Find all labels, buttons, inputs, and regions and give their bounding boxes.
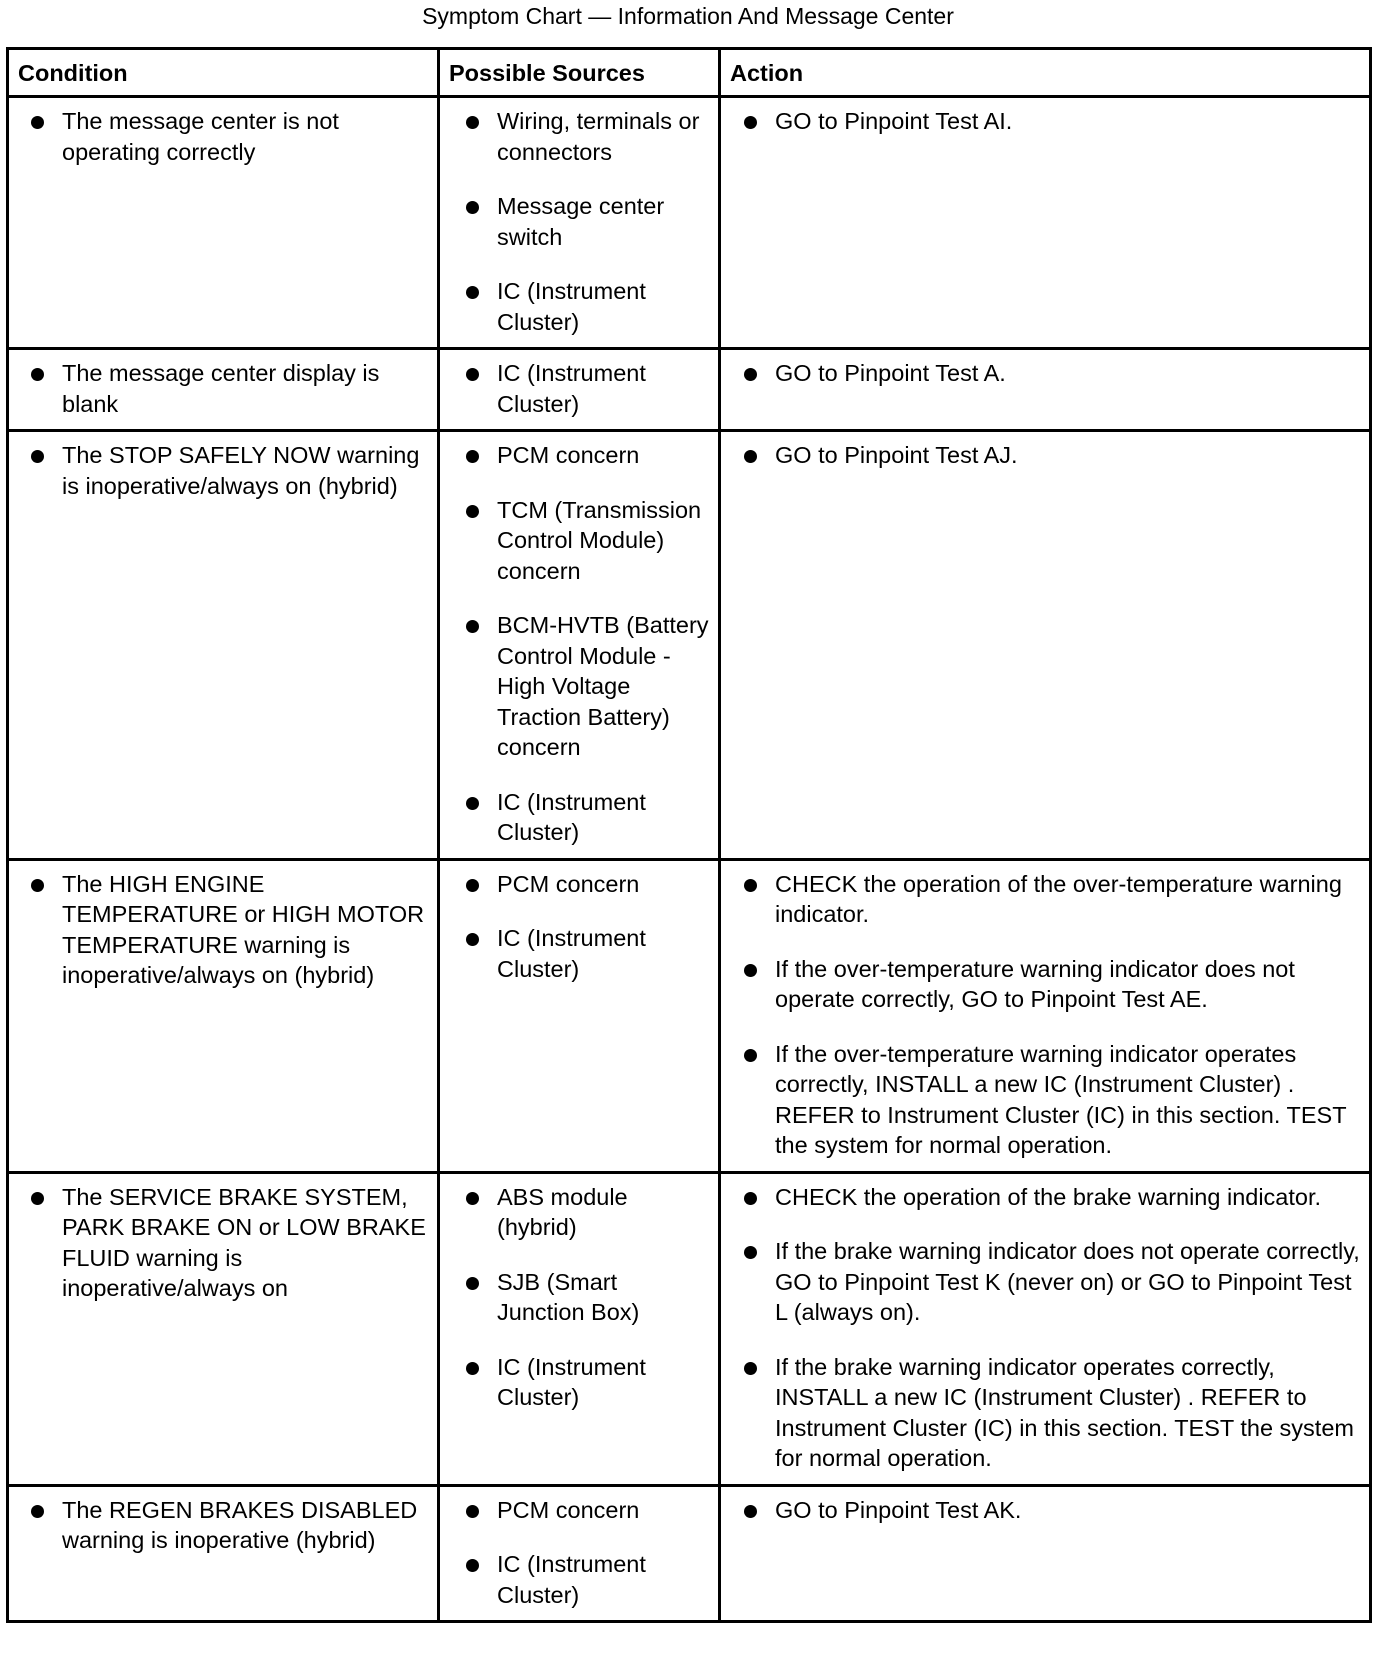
table-row	[8, 1485, 1371, 1622]
condition-cell	[8, 1485, 439, 1622]
source-item: IC (Instrument Cluster)	[464, 1549, 710, 1610]
header-condition: Condition	[8, 49, 439, 97]
action-cell	[720, 431, 1371, 860]
bullet-list	[29, 440, 429, 501]
bullet-list	[464, 106, 710, 337]
source-item: IC (Instrument Cluster)	[464, 276, 710, 337]
source-item: IC (Instrument Cluster)	[464, 923, 710, 984]
source-item: SJB (Smart Junction Box)	[464, 1267, 710, 1328]
bullet-list	[29, 1495, 429, 1556]
bullet-list	[742, 1182, 1361, 1474]
action-item: CHECK the operation of the over-temperature warning indicator.	[742, 869, 1361, 930]
condition-cell	[8, 97, 439, 349]
bullet-list	[464, 1495, 710, 1611]
action-item: If the brake warning indicator operates correctly, INSTALL a new IC (Instrument Cluster) . REFER to Instrument Cluster (IC) in this section. TEST the system for normal operation.	[742, 1352, 1361, 1474]
source-item: PCM concern	[464, 869, 710, 900]
action-item: GO to Pinpoint Test AJ.	[742, 440, 1361, 471]
symptom-chart-table	[6, 47, 1372, 1623]
action-cell	[720, 349, 1371, 431]
action-item: GO to Pinpoint Test AI.	[742, 106, 1361, 137]
action-item: If the over-temperature warning indicator operates correctly, INSTALL a new IC (Instrument Cluster) . REFER to Instrument Cluster (IC) in this section. TEST the system for normal operation.	[742, 1039, 1361, 1161]
condition-cell	[8, 349, 439, 431]
table-row	[8, 859, 1371, 1172]
bullet-list	[29, 869, 429, 991]
condition-text: The STOP SAFELY NOW warning is inoperative/always on (hybrid)	[29, 440, 429, 501]
action-cell	[720, 97, 1371, 349]
header-action: Action	[720, 49, 1371, 97]
possible-sources-cell	[439, 349, 720, 431]
action-cell	[720, 859, 1371, 1172]
bullet-list	[464, 869, 710, 985]
table-row	[8, 1172, 1371, 1485]
source-item: Message center switch	[464, 191, 710, 252]
action-cell	[720, 1485, 1371, 1622]
source-item: IC (Instrument Cluster)	[464, 1352, 710, 1413]
condition-text: The SERVICE BRAKE SYSTEM, PARK BRAKE ON or LOW BRAKE FLUID warning is inoperative/always on	[29, 1182, 429, 1304]
bullet-list	[742, 869, 1361, 1161]
condition-text: The REGEN BRAKES DISABLED warning is inoperative (hybrid)	[29, 1495, 429, 1556]
condition-cell	[8, 1172, 439, 1485]
condition-cell	[8, 431, 439, 860]
action-item: CHECK the operation of the brake warning indicator.	[742, 1182, 1361, 1213]
possible-sources-cell	[439, 97, 720, 349]
table-row	[8, 97, 1371, 349]
action-cell	[720, 1172, 1371, 1485]
condition-cell	[8, 859, 439, 1172]
table-row	[8, 349, 1371, 431]
source-item: IC (Instrument Cluster)	[464, 787, 710, 848]
source-item: IC (Instrument Cluster)	[464, 358, 710, 419]
bullet-list	[29, 358, 429, 419]
action-item: If the brake warning indicator does not operate correctly, GO to Pinpoint Test K (never on) or GO to Pinpoint Test L (always on).	[742, 1236, 1361, 1328]
bullet-list	[742, 440, 1361, 471]
possible-sources-cell	[439, 1172, 720, 1485]
bullet-list	[464, 1182, 710, 1413]
chart-title: Symptom Chart — Information And Message Center	[422, 3, 954, 29]
bullet-list	[29, 1182, 429, 1304]
source-item: Wiring, terminals or connectors	[464, 106, 710, 167]
source-item: ABS module (hybrid)	[464, 1182, 710, 1243]
bullet-list	[742, 358, 1361, 389]
possible-sources-cell	[439, 1485, 720, 1622]
condition-text: The message center display is blank	[29, 358, 429, 419]
table-row	[8, 431, 1371, 860]
action-item: GO to Pinpoint Test A.	[742, 358, 1361, 389]
header-possible-sources: Possible Sources	[439, 49, 720, 97]
source-item: BCM-HVTB (Battery Control Module - High Voltage Traction Battery) concern	[464, 610, 710, 763]
bullet-list	[464, 358, 710, 419]
header-row	[8, 49, 1371, 97]
bullet-list	[742, 1495, 1361, 1526]
source-item: PCM concern	[464, 440, 710, 471]
condition-text: The message center is not operating correctly	[29, 106, 429, 167]
table-body	[8, 97, 1371, 1622]
action-item: If the over-temperature warning indicator does not operate correctly, GO to Pinpoint Test AE.	[742, 954, 1361, 1015]
action-item: GO to Pinpoint Test AK.	[742, 1495, 1361, 1526]
possible-sources-cell	[439, 431, 720, 860]
possible-sources-cell	[439, 859, 720, 1172]
bullet-list	[464, 440, 710, 848]
bullet-list	[29, 106, 429, 167]
source-item: TCM (Transmission Control Module) concern	[464, 495, 710, 587]
bullet-list	[742, 106, 1361, 137]
source-item: PCM concern	[464, 1495, 710, 1526]
condition-text: The HIGH ENGINE TEMPERATURE or HIGH MOTOR TEMPERATURE warning is inoperative/always on (hybrid)	[29, 869, 429, 991]
